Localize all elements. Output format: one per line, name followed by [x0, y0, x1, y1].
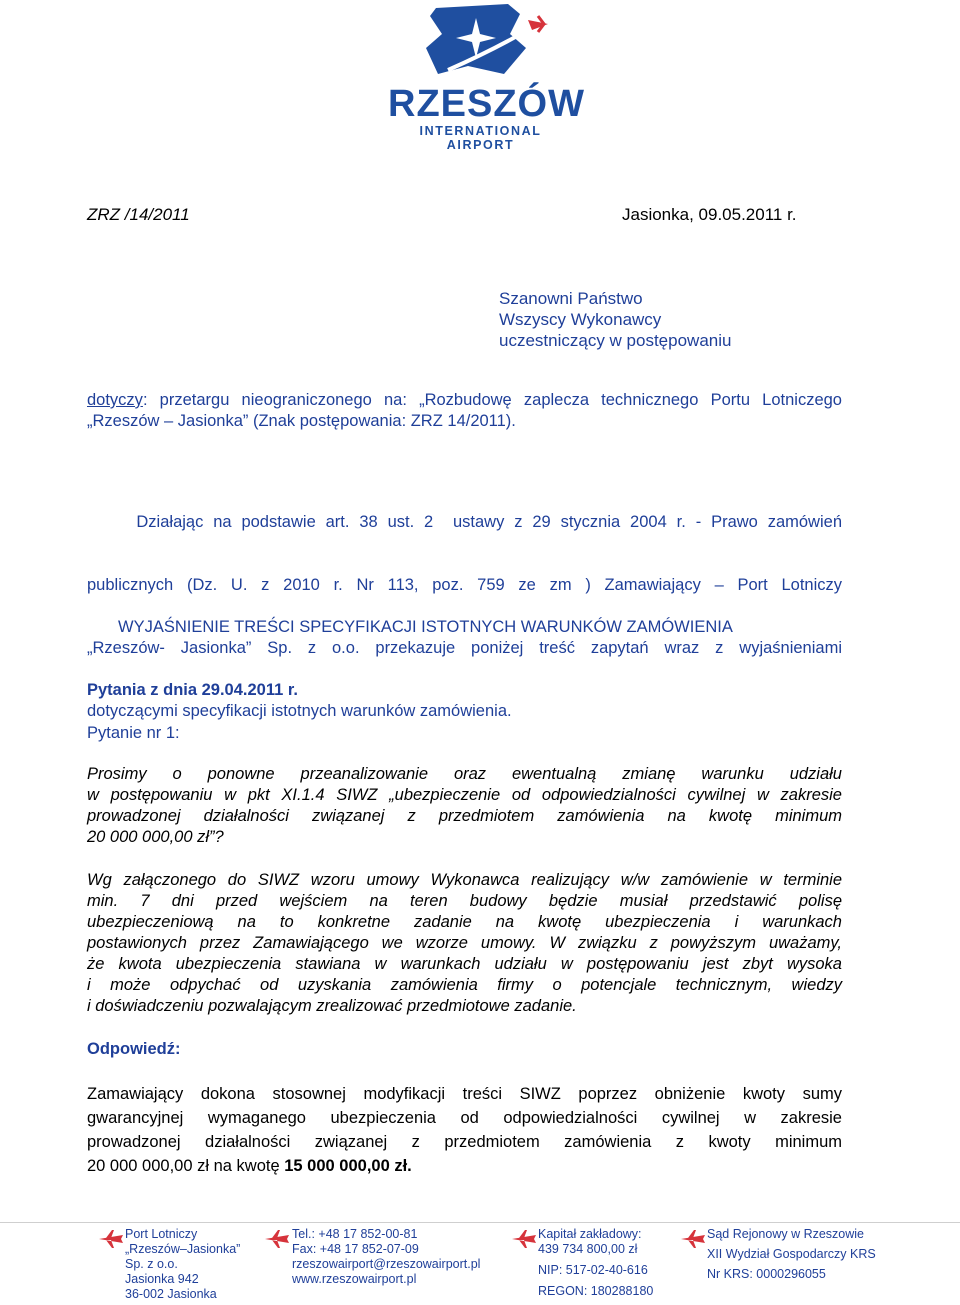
footer-line: Sp. z o.o.: [125, 1257, 178, 1271]
intro-line: „Rzeszów- Jasionka” Sp. z o.o. przekazuje poniżej treść zapytań wraz z wyjaśnieniami: [87, 639, 842, 657]
footer-line: Port Lotniczy: [125, 1227, 198, 1241]
intro-line: dotyczącymi specyfikacji istotnych warunków zamówienia.: [87, 702, 512, 720]
answer-line: Zamawiający dokona stosownej modyfikacji treści SIWZ poprzez obniżenie kwoty sumy: [87, 1085, 842, 1103]
footer-line: 439 734 800,00 zł: [538, 1242, 638, 1256]
answer-line: prowadzonej działalności związanej z przedmiotem zamówienia z kwoty minimum: [87, 1133, 842, 1151]
footer-company: [125, 1227, 240, 1302]
subject-text: „Rzeszów – Jasionka” (Znak postępowania: ZRZ 14/2011).: [87, 412, 516, 430]
answer-label: Odpowiedź:: [87, 1040, 181, 1058]
logo-name: RZESZÓW: [388, 83, 585, 125]
footer-line: Sąd Rejonowy w Rzeszowie: [707, 1227, 865, 1241]
question-line: prowadzonej działalności związanej z przedmiotem zamówienia na kwotę minimum: [87, 807, 842, 825]
answer-line: gwarancyjnej wymaganego ubezpieczenia od odpowiedzialności cywilnej w zakresie: [87, 1109, 842, 1127]
document-date: Jasionka, 09.05.2011 r.: [622, 205, 797, 224]
footer-line: Nr KRS: 0000296055: [707, 1267, 826, 1281]
question-paragraph: [87, 870, 842, 1017]
question-line: i może odpychać od uzyskania zamówienia firmy o potencjale technicznym, wiedzy: [87, 976, 842, 994]
plane-icon: [511, 1229, 537, 1249]
question-line: postawionych przez Zamawiającego we wzorze umowy. W związku z powyższym uważamy,: [87, 934, 842, 952]
question-line: Wg załączonego do SIWZ wzoru umowy Wykonawca realizujący w/w zamówienie w terminie: [87, 871, 842, 889]
footer-line: XII Wydział Gospodarczy KRS: [707, 1247, 876, 1261]
addressee-line: Wszyscy Wykonawcy: [499, 310, 662, 329]
footer-court: [707, 1227, 876, 1282]
plane-icon: [680, 1229, 706, 1249]
airport-logo: [388, 4, 585, 152]
addressee-line: uczestniczący w postępowaniu: [499, 331, 732, 350]
question-line: 20 000 000,00 zł”?: [87, 828, 224, 846]
footer-fax: Fax: +48 17 852-07-09: [292, 1242, 419, 1256]
addressee-line: Szanowni Państwo: [499, 289, 643, 308]
question-line: min. 7 dni przed wejściem na teren budowy będzie musiał przedstawić polisę: [87, 892, 842, 910]
plane-icon: [98, 1229, 124, 1249]
footer-contact: [292, 1227, 480, 1287]
footer-line: NIP: 517-02-40-616: [538, 1263, 648, 1277]
question-line: w postępowaniu w pkt XI.1.4 SIWZ „ubezpieczenie od odpowiedzialności cywilnej w zakresie: [87, 786, 842, 804]
intro-line: Działając na podstawie art. 38 ust. 2 ustawy z 29 stycznia 2004 r. - Prawo zamówień: [87, 513, 842, 531]
plane-icon: [264, 1229, 290, 1249]
footer-line: REGON: 180288180: [538, 1284, 654, 1298]
footer-capital: [538, 1227, 653, 1299]
document-reference: ZRZ /14/2011: [87, 205, 190, 224]
question-line: Prosimy o ponowne przeanalizowanie oraz ewentualną zmianę warunku udziału: [87, 765, 842, 783]
logo-subtitle: INTERNATIONAL AIRPORT: [419, 124, 542, 152]
question-paragraph: [87, 764, 842, 848]
answer-line: 20 000 000,00 zł na kwotę: [87, 1157, 285, 1175]
questions-date: Pytania z dnia 29.04.2011 r.: [87, 681, 298, 699]
answer-paragraph: [87, 1082, 842, 1178]
footer-line: Jasionka 942: [125, 1272, 199, 1286]
question-line: i doświadczeniu pozwalającym zrealizować przedmiotowe zadanie.: [87, 997, 577, 1015]
subject-label: dotyczy: [87, 391, 143, 409]
intro-paragraph: [87, 470, 842, 743]
answer-amount: 15 000 000,00 zł.: [284, 1157, 412, 1175]
footer-line: Kapitał zakładowy:: [538, 1227, 642, 1241]
section-title: WYJAŚNIENIE TREŚCI SPECYFIKACJI ISTOTNYCH WARUNKÓW ZAMÓWIENIA: [118, 618, 733, 636]
question-label: Pytanie nr 1:: [87, 724, 180, 742]
question-line: że kwota ubezpieczenia stawiana w warunkach udziału w postępowaniu jest zbyt wysoka: [87, 955, 842, 973]
subject-paragraph: [87, 390, 842, 432]
footer-line: „Rzeszów–Jasionka”: [125, 1242, 241, 1256]
footer-email-link[interactable]: rzeszowairport@rzeszowairport.pl: [292, 1257, 481, 1271]
page-footer: [0, 1222, 960, 1303]
footer-phone: Tel.: +48 17 852-00-81: [292, 1227, 418, 1241]
intro-line: publicznych (Dz. U. z 2010 r. Nr 113, poz. 759 ze zm ) Zamawiający – Port Lotniczy: [87, 576, 842, 594]
footer-line: 36-002 Jasionka: [125, 1287, 217, 1301]
footer-website-link[interactable]: www.rzeszowairport.pl: [292, 1272, 417, 1286]
logo-emblem-icon: [388, 4, 573, 84]
question-line: ubezpieczeniową na to konkretne zadanie na kwotę ubezpieczenia i warunkach: [87, 913, 842, 931]
subject-text: : przetargu nieograniczonego na: „Rozbudowę zaplecza technicznego Portu Lotniczego: [142, 391, 842, 409]
